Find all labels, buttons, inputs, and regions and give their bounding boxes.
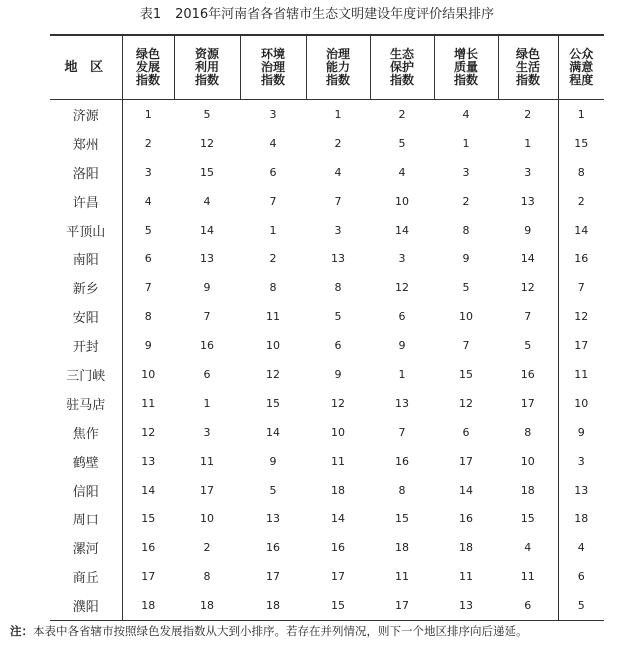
rank-cell: 16: [558, 244, 604, 273]
table-row: [50, 158, 604, 187]
rank-cell: 1: [558, 100, 604, 129]
rank-cell: 13: [331, 252, 345, 266]
rank-cell: 4: [558, 533, 604, 562]
rank-cell: 8: [203, 570, 211, 584]
region-name: 鹤壁: [72, 455, 99, 471]
header-public-satisfaction: 公众 满意 程度: [558, 35, 604, 100]
rank-cell: 2: [524, 107, 532, 121]
rank-cell: 8: [524, 425, 532, 439]
rank-cell: 9: [334, 367, 342, 381]
rank-cell: 18: [122, 591, 174, 620]
rank-cell: 5: [122, 216, 174, 245]
rank-cell: 15: [266, 396, 280, 410]
rank-cell: 16: [520, 367, 535, 381]
rank-cell: 5: [269, 483, 277, 497]
region-name: 平顶山: [66, 224, 106, 240]
rank-cell: 11: [395, 570, 409, 584]
rank-cell: 11: [331, 454, 345, 468]
header-ecological-protection-index: 生态 保护 指数: [370, 35, 434, 100]
rank-cell: 5: [462, 281, 470, 295]
rank-cell: 8: [398, 483, 406, 497]
rank-cell: 5: [334, 310, 342, 324]
rank-cell: 1: [462, 136, 470, 150]
rank-cell: 10: [266, 339, 280, 353]
rank-cell: 3: [269, 107, 277, 121]
rank-cell: 4: [462, 107, 470, 121]
rank-cell: 8: [269, 281, 277, 295]
rank-cell: 6: [269, 165, 277, 179]
rank-cell: 10: [200, 512, 214, 526]
table-title: [0, 3, 634, 22]
rank-cell: 18: [558, 504, 604, 533]
rank-cell: 3: [203, 425, 211, 439]
region-name: 安阳: [72, 311, 99, 327]
rank-cell: 15: [520, 512, 535, 526]
rank-cell: 18: [240, 591, 306, 620]
rank-cell: 6: [462, 425, 470, 439]
rank-cell: 7: [269, 194, 277, 208]
rank-cell: 9: [269, 454, 277, 468]
rank-cell: 6: [398, 310, 406, 324]
rank-cell: 12: [200, 136, 214, 150]
rank-cell: 11: [122, 389, 174, 418]
rank-cell: 12: [122, 418, 174, 447]
header-row: [50, 35, 604, 100]
table-row: [50, 533, 604, 562]
table-row: [50, 331, 604, 360]
rank-cell: 7: [203, 310, 211, 324]
header-region: 地 区: [50, 35, 122, 100]
rank-cell: 1: [334, 107, 342, 121]
table-body: [50, 100, 604, 621]
rank-cell: 14: [122, 476, 174, 505]
rank-cell: 11: [266, 310, 280, 324]
rank-cell: 12: [459, 396, 473, 410]
rank-cell: 14: [520, 252, 535, 266]
rank-cell: 4: [203, 194, 211, 208]
footnote-text: 本表中各省辖市按照绿色发展指数从大到小排序。若存在并列情况，则下一个地区排序向后递延。: [33, 624, 528, 638]
rank-cell: 16: [266, 541, 280, 555]
rank-cell: 18: [331, 483, 345, 497]
rank-cell: 8: [462, 223, 470, 237]
rank-cell: 7: [462, 339, 470, 353]
rank-cell: 5: [398, 136, 406, 150]
table-row: [50, 100, 604, 129]
region-name: 三门峡: [66, 368, 106, 384]
rank-cell: 17: [370, 591, 434, 620]
rank-cell: 3: [334, 223, 342, 237]
header-environment-governance-index: 环境 治理 指数: [240, 35, 306, 100]
rank-cell: 11: [459, 570, 473, 584]
rank-cell: 4: [122, 187, 174, 216]
rank-cell: 17: [331, 570, 345, 584]
rank-cell: 5: [524, 339, 532, 353]
rank-cell: 1: [524, 136, 532, 150]
rank-cell: 10: [520, 454, 535, 468]
rank-cell: 2: [203, 541, 211, 555]
table-row: [50, 216, 604, 245]
rank-cell: 10: [395, 194, 409, 208]
table-row: [50, 360, 604, 389]
rank-cell: 8: [122, 302, 174, 331]
ranking-table: [50, 34, 604, 621]
rank-cell: 6: [122, 244, 174, 273]
rank-cell: 3: [398, 252, 406, 266]
rank-cell: 3: [524, 165, 532, 179]
rank-cell: 17: [122, 562, 174, 591]
rank-cell: 9: [203, 281, 211, 295]
rank-cell: 13: [520, 194, 535, 208]
footnote-label: 注：: [10, 624, 33, 638]
rank-cell: 4: [398, 165, 406, 179]
rank-cell: 2: [334, 136, 342, 150]
rank-cell: 15: [200, 165, 214, 179]
header-green-development-index: 绿色 发展 指数: [122, 35, 174, 100]
rank-cell: 10: [331, 425, 345, 439]
rank-cell: 5: [558, 591, 604, 620]
rank-cell: 14: [459, 483, 473, 497]
rank-cell: 3: [558, 447, 604, 476]
rank-cell: 16: [122, 533, 174, 562]
region-name: 郑州: [72, 137, 99, 153]
rank-cell: 6: [558, 562, 604, 591]
rank-cell: 18: [174, 591, 240, 620]
region-name: 许昌: [72, 195, 99, 211]
rank-cell: 2: [558, 187, 604, 216]
table-row: [50, 302, 604, 331]
rank-cell: 1: [122, 100, 174, 129]
rank-cell: 4: [269, 136, 277, 150]
region-name: 漯河: [72, 542, 99, 558]
rank-cell: 9: [122, 331, 174, 360]
table-row: [50, 562, 604, 591]
table-row: [50, 389, 604, 418]
table-caption: 2016年河南省各省辖市生态文明建设年度评价结果排序: [175, 7, 495, 22]
rank-cell: 13: [434, 591, 498, 620]
region-name: 南阳: [72, 253, 99, 269]
rank-cell: 11: [520, 570, 535, 584]
region-name: 信阳: [72, 484, 99, 500]
rank-cell: 13: [395, 396, 409, 410]
rank-cell: 17: [459, 454, 473, 468]
region-name: 开封: [72, 340, 99, 356]
rank-cell: 2: [122, 129, 174, 158]
rank-cell: 18: [520, 483, 535, 497]
rank-cell: 7: [524, 310, 532, 324]
rank-cell: 17: [558, 331, 604, 360]
rank-cell: 17: [266, 570, 280, 584]
region-name: 驻马店: [66, 397, 106, 413]
header-governance-capacity-index: 治理 能力 指数: [306, 35, 370, 100]
rank-cell: 14: [558, 216, 604, 245]
rank-cell: 11: [200, 454, 214, 468]
rank-cell: 3: [122, 158, 174, 187]
rank-cell: 7: [398, 425, 406, 439]
rank-cell: 1: [398, 367, 406, 381]
rank-cell: 14: [331, 512, 345, 526]
rank-cell: 16: [459, 512, 473, 526]
rank-cell: 6: [203, 367, 211, 381]
rank-cell: 10: [122, 360, 174, 389]
region-name: 商丘: [72, 571, 99, 587]
table-row: [50, 129, 604, 158]
rank-cell: 10: [558, 389, 604, 418]
header-resource-utilization-index: 资源 利用 指数: [174, 35, 240, 100]
table-row: [50, 273, 604, 302]
rank-cell: 15: [306, 591, 370, 620]
region-name: 焦作: [72, 426, 99, 442]
rank-cell: 14: [266, 425, 280, 439]
table-row: [50, 418, 604, 447]
header-green-living-index: 绿色 生活 指数: [498, 35, 558, 100]
rank-cell: 15: [395, 512, 409, 526]
rank-cell: 18: [395, 541, 409, 555]
rank-cell: 13: [200, 252, 214, 266]
table-row: [50, 244, 604, 273]
region-name: 济源: [72, 108, 99, 124]
rank-cell: 15: [459, 367, 473, 381]
rank-cell: 5: [203, 107, 211, 121]
table-row: [50, 591, 604, 620]
rank-cell: 15: [122, 504, 174, 533]
region-name: 周口: [72, 513, 99, 529]
rank-cell: 2: [398, 107, 406, 121]
rank-cell: 13: [558, 476, 604, 505]
rank-cell: 7: [334, 194, 342, 208]
rank-cell: 10: [459, 310, 473, 324]
region-name: 新乡: [72, 282, 99, 298]
rank-cell: 1: [269, 223, 277, 237]
rank-cell: 12: [395, 281, 409, 295]
rank-cell: 16: [395, 454, 409, 468]
rank-cell: 17: [520, 396, 535, 410]
rank-cell: 2: [269, 252, 277, 266]
region-name: 濮阳: [50, 591, 122, 620]
rank-cell: 9: [462, 252, 470, 266]
rank-cell: 12: [520, 281, 535, 295]
rank-cell: 8: [334, 281, 342, 295]
rank-cell: 14: [395, 223, 409, 237]
rank-cell: 13: [122, 447, 174, 476]
rank-cell: 12: [558, 302, 604, 331]
rank-cell: 4: [524, 541, 532, 555]
region-name: 洛阳: [72, 166, 99, 182]
rank-cell: 14: [200, 223, 214, 237]
rank-cell: 7: [122, 273, 174, 302]
rank-cell: 6: [334, 339, 342, 353]
table-number: 表1: [139, 7, 162, 22]
rank-cell: 15: [558, 129, 604, 158]
rank-cell: 13: [266, 512, 280, 526]
rank-cell: 12: [331, 396, 345, 410]
rank-cell: 6: [498, 591, 558, 620]
rank-cell: 16: [200, 339, 214, 353]
header-growth-quality-index: 增长 质量 指数: [434, 35, 498, 100]
rank-cell: 16: [331, 541, 345, 555]
table-row: [50, 504, 604, 533]
rank-cell: 2: [462, 194, 470, 208]
table-row: [50, 476, 604, 505]
table-row: [50, 447, 604, 476]
rank-cell: 7: [558, 273, 604, 302]
footnote: [10, 623, 528, 639]
rank-cell: 12: [266, 367, 280, 381]
rank-cell: 17: [200, 483, 214, 497]
table-row: [50, 187, 604, 216]
rank-cell: 9: [398, 339, 406, 353]
rank-cell: 1: [203, 396, 211, 410]
rank-cell: 4: [334, 165, 342, 179]
rank-cell: 3: [462, 165, 470, 179]
rank-cell: 9: [558, 418, 604, 447]
rank-cell: 18: [459, 541, 473, 555]
rank-cell: 8: [558, 158, 604, 187]
rank-cell: 11: [558, 360, 604, 389]
rank-cell: 9: [524, 223, 532, 237]
